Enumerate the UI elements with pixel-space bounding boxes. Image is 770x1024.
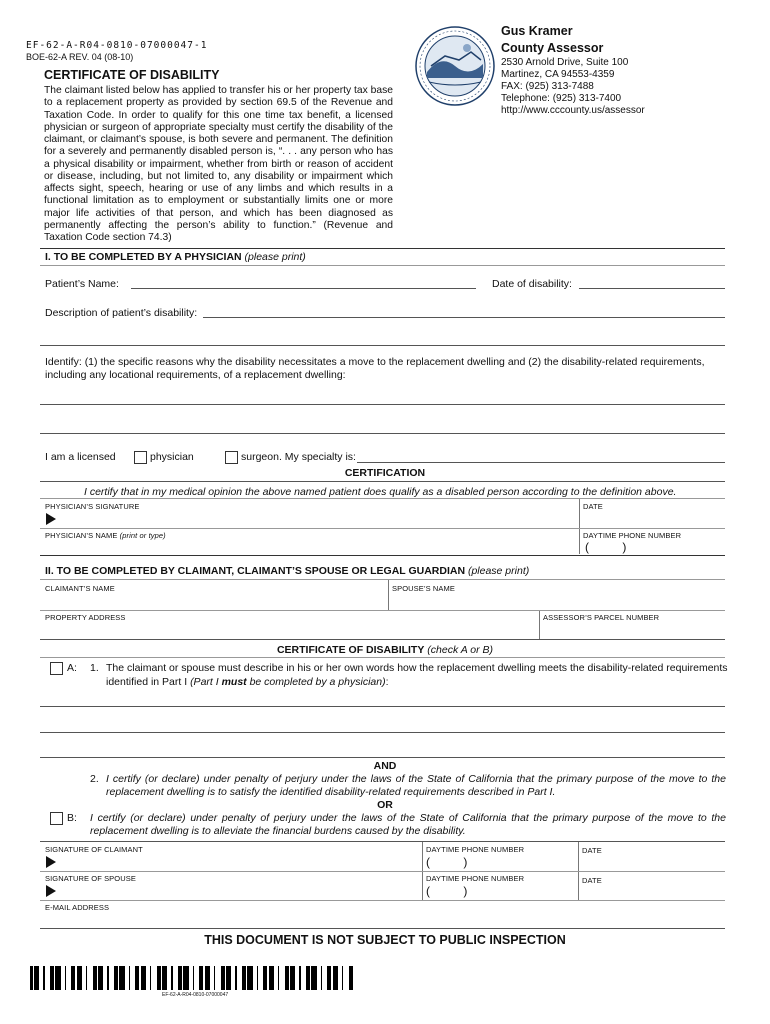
parcel-number-field[interactable] [543, 623, 723, 637]
licensed-label: I am a licensed [45, 451, 116, 463]
claimant-signature-label: SIGNATURE OF CLAIMANT [45, 845, 143, 854]
certify-statement: I certify that in my medical opinion the above named patient does qualify as a disabled person according to the definition above. [84, 486, 677, 498]
physician-option-label: physician [150, 451, 194, 463]
identify-field-line2[interactable] [40, 433, 725, 434]
a1-field-line1[interactable] [40, 706, 725, 707]
assessor-address-line2: Martinez, CA 94553-4359 [501, 69, 615, 80]
spouse-date-field[interactable] [582, 886, 722, 900]
option-b-label: B: [67, 812, 77, 824]
email-field[interactable] [45, 912, 720, 926]
a1-field-line2[interactable] [40, 732, 725, 733]
description-field[interactable] [203, 317, 725, 318]
spouse-name-field[interactable] [392, 594, 722, 608]
option-a-label: A: [67, 662, 77, 674]
claimant-phone-label: DAYTIME PHONE NUMBER [426, 845, 525, 854]
description-label: Description of patient’s disability: [45, 307, 198, 319]
spouse-signature-label: SIGNATURE OF SPOUSE [45, 874, 136, 883]
assessor-office: County Assessor [501, 41, 604, 55]
physician-phone-label: DAYTIME PHONE NUMBER [583, 531, 682, 540]
physician-date-label: DATE [583, 502, 603, 511]
page-title: CERTIFICATE OF DISABILITY [44, 68, 220, 82]
physician-signature-field[interactable] [60, 510, 578, 528]
barcode [30, 966, 356, 990]
surgeon-option-label: surgeon. My specialty is: [241, 451, 356, 463]
physician-checkbox[interactable] [134, 451, 147, 464]
spouse-name-label: SPOUSE’S NAME [392, 584, 455, 593]
part2-heading: II. TO BE COMPLETED BY CLAIMANT, CLAIMANT’S SPOUSE OR LEGAL GUARDIAN (please print) [45, 565, 530, 577]
physician-phone-field[interactable]: ( ) [585, 540, 627, 554]
physician-name-label: PHYSICIAN’S NAME (print or type) [45, 531, 166, 540]
description-field-line2[interactable] [40, 345, 725, 346]
intro-paragraph: The claimant listed below has applied to transfer his or her property tax base to a replacement property as provided by section 69.5 of the Revenue and Taxation Code. In order to qualify for this one time tax benefit, a licensed physician or surgeon of appropriate specialty must certify the disability of the claimant, or claimant’s spouse, is both severe and permanent. The definition for a severely and permanently disabled person is, “. . . any person who has a physical disability or impairment, whether from birth or reason of accident or disease, including, but not limited to, any disability or impairment which affects sight, speech, hearing or use of any limbs and which results in a functional limitation as to employment or substantially limits one or more major life activities of that person, and which has been diagnosed as permanently affecting the person’s ability to function.” (Revenue and Taxation Code section 74.3) [44, 85, 393, 243]
option-a-checkbox[interactable] [50, 662, 63, 675]
parcel-number-label: ASSESSOR’S PARCEL NUMBER [543, 613, 660, 622]
certification-heading: CERTIFICATION [344, 467, 426, 479]
claimant-date-field[interactable] [582, 856, 722, 870]
identify-instructions: Identify: (1) the specific reasons why the disability necessitates a move to the replacement dwelling and (2) the disability-related requirements, including any locational requirements, of a replacement dwelling: [45, 356, 705, 381]
claimant-phone-field[interactable]: ( ) [426, 855, 468, 869]
claimant-name-field[interactable] [45, 594, 385, 608]
claimant-name-label: CLAIMANT’S NAME [45, 584, 115, 593]
form-revision: BOE-62-A REV. 04 (08-10) [26, 52, 134, 62]
physician-name-field[interactable] [45, 541, 575, 555]
cert-of-disability-heading: CERTIFICATE OF DISABILITY (check A or B) [276, 644, 494, 656]
a2-statement: I certify (or declare) under penalty of perjury under the laws of the State of California that the primary purpose of the move to the replacement dwelling is to satisfy the identified disability-related requirements described in Part I. [106, 773, 726, 798]
claimant-sign-arrow-icon [46, 856, 56, 868]
assessor-phone: Telephone: (925) 313-7400 [501, 93, 622, 104]
a2-number: 2. [90, 773, 99, 785]
county-seal-icon [415, 26, 495, 106]
email-label: E-MAIL ADDRESS [45, 903, 110, 912]
date-of-disability-label: Date of disability: [492, 278, 572, 290]
a1-field-line3[interactable] [40, 757, 725, 758]
sign-here-arrow-icon [46, 513, 56, 525]
or-label: OR [377, 799, 393, 811]
and-label: AND [373, 760, 397, 772]
assessor-address-line1: 2530 Arnold Drive, Suite 100 [501, 57, 629, 68]
option-b-checkbox[interactable] [50, 812, 63, 825]
physician-signature-label: PHYSICIAN’S SIGNATURE [45, 502, 140, 511]
a1-number: 1. [90, 662, 99, 674]
part1-heading: I. TO BE COMPLETED BY A PHYSICIAN (please print) [45, 251, 306, 263]
spouse-signature-field[interactable] [60, 883, 418, 899]
assessor-fax: FAX: (925) 313-7488 [501, 81, 594, 92]
specialty-field[interactable] [357, 462, 725, 463]
patient-name-label: Patient’s Name: [45, 278, 119, 290]
surgeon-checkbox[interactable] [225, 451, 238, 464]
physician-date-field[interactable] [583, 512, 723, 528]
identify-field-line1[interactable] [40, 404, 725, 405]
claimant-signature-field[interactable] [60, 854, 418, 870]
spouse-phone-label: DAYTIME PHONE NUMBER [426, 874, 525, 883]
date-of-disability-field[interactable] [579, 288, 725, 289]
claimant-date-label: DATE [582, 846, 602, 855]
assessor-website-link[interactable]: http://www.cccounty.us/assessor [501, 105, 645, 116]
patient-name-field[interactable] [131, 288, 476, 289]
option-b-statement: I certify (or declare) under penalty of perjury under the laws of the State of California that the primary purpose of the move to the replacement dwelling is to alleviate the financial burdens caused by the disability. [90, 812, 726, 837]
property-address-field[interactable] [45, 623, 535, 637]
public-inspection-notice: THIS DOCUMENT IS NOT SUBJECT TO PUBLIC INSPECTION [204, 933, 566, 947]
spouse-sign-arrow-icon [46, 885, 56, 897]
a1-text-continued: identified in Part I (Part I must be completed by a physician): [106, 676, 389, 688]
spouse-phone-field[interactable]: ( ) [426, 884, 468, 898]
barcode-text: EF-62-A-R04-0810-07000047 [162, 992, 229, 998]
assessor-name: Gus Kramer [501, 24, 573, 38]
form-code: EF-62-A-R04-0810-07000047-1 [26, 40, 208, 51]
spouse-date-label: DATE [582, 876, 602, 885]
a1-text: The claimant or spouse must describe in his or her own words how the replacement dwelling meets the disability-related requirements [106, 662, 728, 674]
property-address-label: PROPERTY ADDRESS [45, 613, 126, 622]
